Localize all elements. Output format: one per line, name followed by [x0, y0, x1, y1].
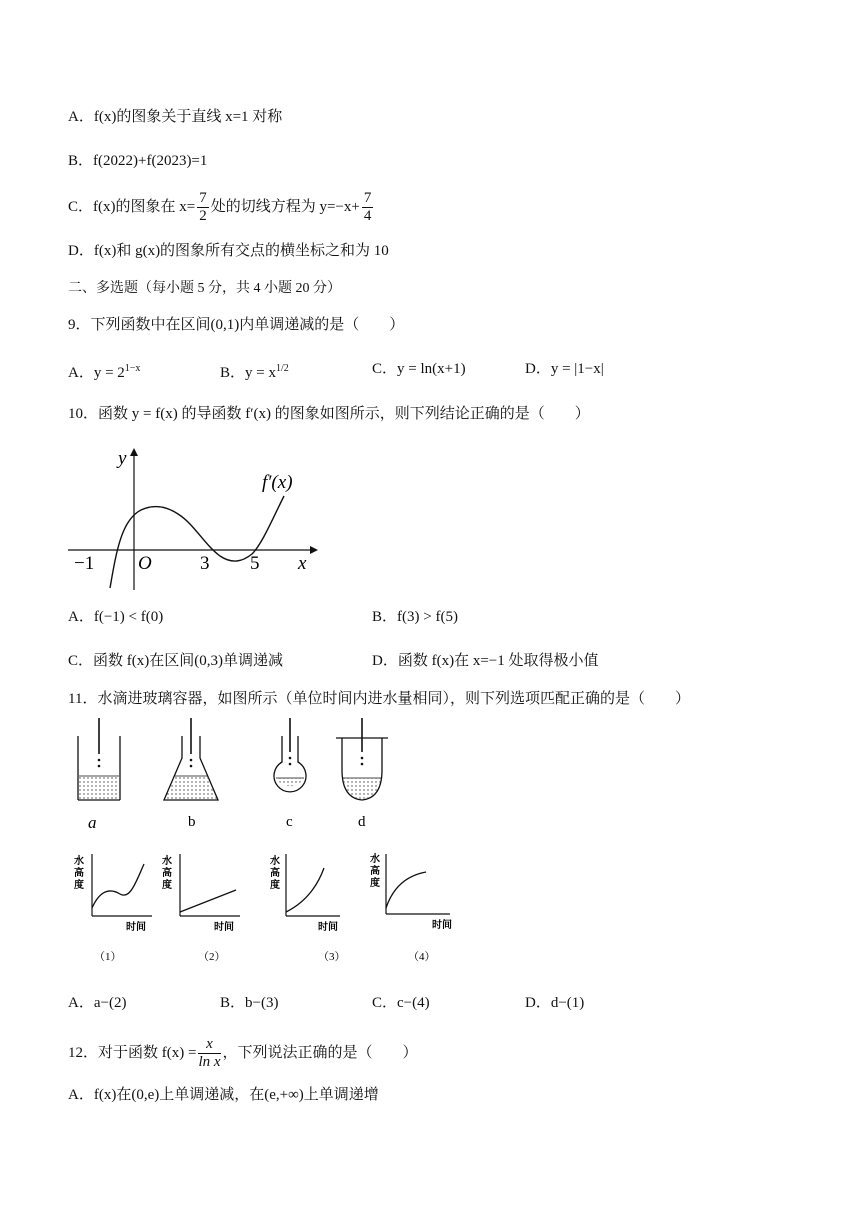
- graph-caption: （3）: [318, 951, 346, 963]
- q9-option-d: D．y = |1−x|: [525, 361, 604, 377]
- graph-caption: （4）: [408, 951, 436, 963]
- container-label-b: b: [188, 814, 196, 830]
- y-label-char: 度: [162, 880, 172, 891]
- q9-option-b: [220, 358, 289, 384]
- x-label: 时间: [214, 922, 234, 933]
- q9-option-b-text: B．y = x: [220, 365, 276, 381]
- q11-option-a: A．a−(2): [68, 995, 127, 1011]
- x-axis-arrow-icon: [310, 546, 318, 554]
- graph-2: [162, 854, 240, 963]
- y-label-char: 高: [74, 868, 84, 879]
- tick-label-neg1: −1: [74, 553, 95, 574]
- graph-caption: （1）: [94, 951, 122, 963]
- q8-option-a: A．f(x)的图象关于直线 x=1 对称: [68, 109, 283, 125]
- fraction-denominator: 2: [199, 208, 207, 224]
- fraction-x-over-lnx: [198, 1036, 220, 1071]
- q10-option-b: B．f(3) > f(5): [372, 609, 458, 625]
- x-label: 时间: [318, 922, 338, 933]
- y-label-char: 度: [270, 880, 280, 891]
- q8-option-c-middle: 处的切线方程为 y=−x+: [210, 198, 360, 215]
- q11-option-c: C．c−(4): [372, 995, 430, 1011]
- y-axis-arrow-icon: [130, 448, 138, 456]
- derivative-graph: [66, 444, 326, 592]
- curve-label: f′(x): [262, 472, 293, 493]
- y-label-char: 水: [74, 856, 84, 867]
- y-label-char: 度: [370, 878, 380, 889]
- y-label-char: 高: [370, 866, 380, 877]
- fraction-7-2: [197, 190, 209, 225]
- y-label-char: 水: [370, 854, 380, 865]
- fraction-numerator: 7: [363, 190, 372, 206]
- container-a: [78, 718, 120, 800]
- origin-label: O: [138, 553, 152, 574]
- q8-option-c: [68, 190, 375, 225]
- tick-label-5: 5: [250, 553, 260, 574]
- q10-option-a: A．f(−1) < f(0): [68, 609, 164, 625]
- graph-1: [74, 854, 152, 963]
- containers-figure: [66, 712, 406, 834]
- q10-option-d: D．函数 f(x)在 x=−1 处取得极小值: [372, 653, 599, 669]
- y-label-char: 水: [270, 856, 280, 867]
- graph-4: [370, 852, 452, 963]
- container-b: [164, 718, 218, 800]
- fraction-numerator: x: [198, 1036, 220, 1054]
- x-label: 时间: [432, 920, 452, 931]
- q9-option-a-text: A．y = 2: [68, 365, 125, 381]
- container-label-c: c: [286, 814, 293, 830]
- container-label-a: a: [88, 813, 97, 832]
- fraction-denominator: 4: [363, 208, 372, 224]
- q8-option-c-prefix: C．f(x)的图象在 x=: [68, 198, 196, 215]
- q11-option-b: B．b−(3): [220, 995, 279, 1011]
- container-label-d: d: [358, 814, 366, 830]
- q10-option-c: C．函数 f(x)在区间(0,3)单调递减: [68, 653, 283, 669]
- fraction-7-4: [362, 190, 374, 225]
- q12-stem-suffix: ，下列说法正确的是（ ）: [222, 1044, 418, 1061]
- graph-caption: （2）: [198, 951, 226, 963]
- q11-stem: 11．水滴进玻璃容器，如图所示（单位时间内进水量相同），则下列选项匹配正确的是（ ）: [68, 691, 690, 707]
- derivative-curve: [110, 496, 284, 588]
- fraction-numerator: 7: [199, 190, 207, 206]
- y-label-char: 高: [270, 868, 280, 879]
- q12-stem-prefix: 12．对于函数 f(x) =: [68, 1044, 197, 1061]
- y-axis-label: y: [118, 448, 127, 469]
- q8-option-b: B．f(2022)+f(2023)=1: [68, 153, 208, 169]
- y-label-char: 度: [74, 880, 84, 891]
- container-c: [274, 718, 306, 792]
- fraction-denominator: ln x: [198, 1054, 221, 1070]
- q12-option-a: A．f(x)在(0,e)上单调递减，在(e,+∞)上单调递增: [68, 1087, 379, 1103]
- q9-stem: 9．下列函数中在区间(0,1)内单调递减的是（ ）: [68, 317, 405, 333]
- graph-3: [270, 854, 346, 963]
- y-label-char: 水: [162, 856, 172, 867]
- x-label: 时间: [126, 922, 146, 933]
- q9-option-a: [68, 358, 140, 384]
- q9-option-c: C．y = ln(x+1): [372, 361, 466, 377]
- q12-stem: [68, 1036, 418, 1071]
- tick-label-3: 3: [200, 553, 210, 574]
- q8-option-d: D．f(x)和 g(x)的图象所有交点的横坐标之和为 10: [68, 243, 389, 259]
- x-axis-label: x: [298, 553, 307, 574]
- q11-option-d: D．d−(1): [525, 995, 585, 1011]
- q10-stem: 10．函数 y = f(x) 的导函数 f′(x) 的图象如图所示，则下列结论正确的是（ ）: [68, 406, 590, 422]
- q9-option-b-exponent: 1/2: [275, 363, 289, 374]
- container-d: [336, 718, 388, 800]
- y-label-char: 高: [162, 868, 172, 879]
- q9-option-a-exponent: 1−x: [124, 363, 141, 374]
- section-heading: 二、多选题（每小题 5 分，共 4 小题 20 分）: [68, 281, 341, 296]
- water-height-graphs: [70, 846, 470, 968]
